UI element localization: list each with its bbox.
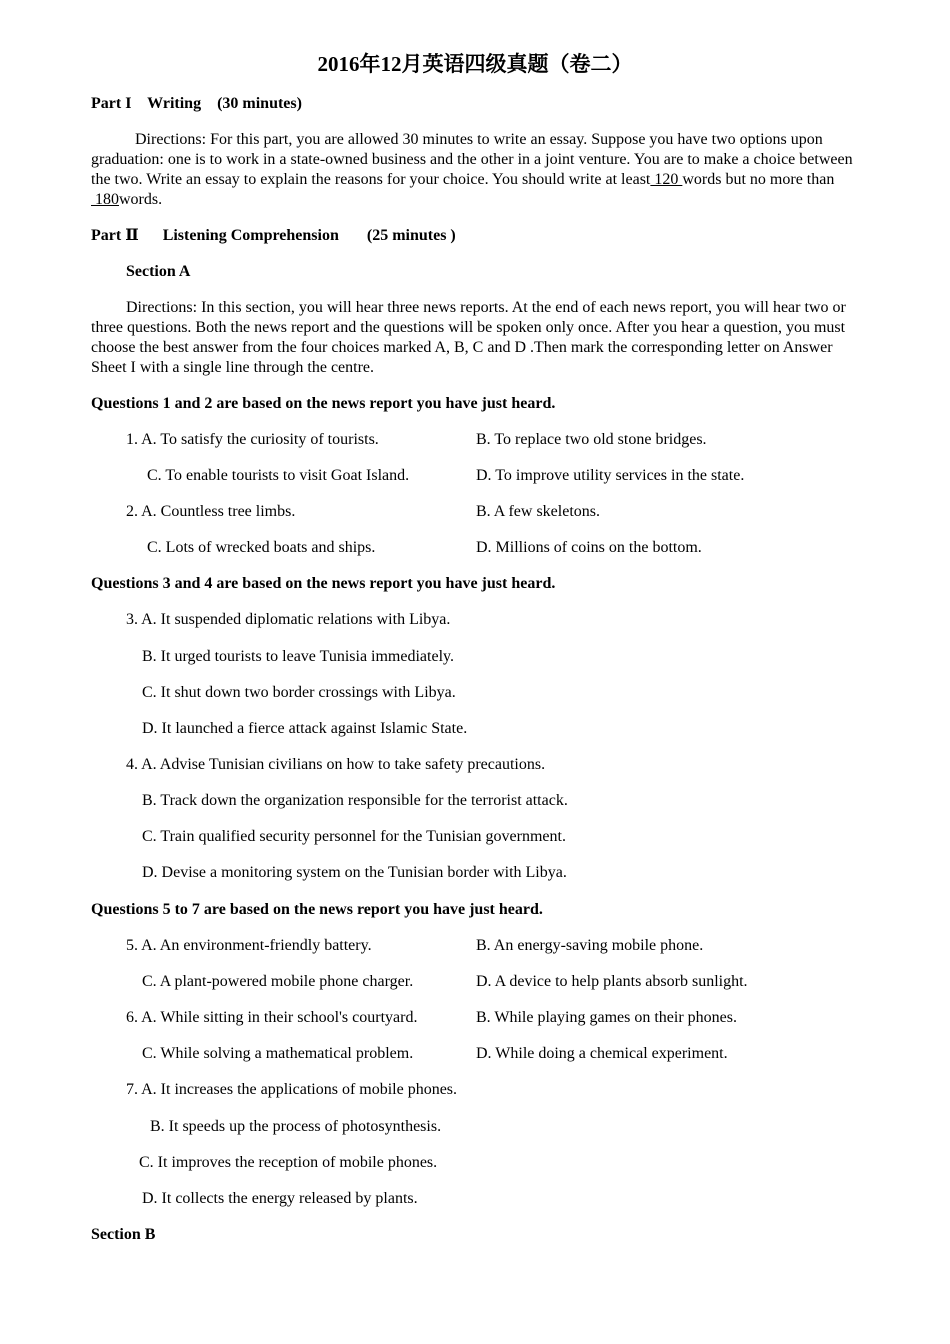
q7-option-b: B. It speeds up the process of photosynthesis. bbox=[150, 1118, 442, 1135]
q6-option-c: C. While solving a mathematical problem. bbox=[142, 1045, 414, 1062]
section-b-heading: Section B bbox=[91, 1226, 156, 1243]
q2-option-d: D. Millions of coins on the bottom. bbox=[476, 539, 702, 556]
max-words: 180 bbox=[91, 191, 119, 208]
q6-option-a: 6. A. While sitting in their school's courtyard. bbox=[126, 1009, 418, 1026]
q6-option-d: D. While doing a chemical experiment. bbox=[476, 1045, 728, 1062]
q3-option-c: C. It shut down two border crossings with Libya. bbox=[142, 684, 456, 701]
q1-option-a: 1. A. To satisfy the curiosity of tourists. bbox=[126, 431, 379, 448]
q7-option-c: C. It improves the reception of mobile phones. bbox=[139, 1154, 438, 1171]
q3-option-b: B. It urged tourists to leave Tunisia immediately. bbox=[142, 648, 454, 665]
q5-7-header: Questions 5 to 7 are based on the news report you have just heard. bbox=[91, 901, 543, 918]
min-words: 120 bbox=[650, 171, 683, 188]
q5-option-b: B. An energy-saving mobile phone. bbox=[476, 937, 704, 954]
q7-option-d: D. It collects the energy released by plants. bbox=[142, 1190, 418, 1207]
q6-option-b: B. While playing games on their phones. bbox=[476, 1009, 737, 1026]
part1-directions-text-2: words but no more than bbox=[682, 171, 835, 188]
section-a-heading: Section A bbox=[126, 263, 191, 280]
part1-heading: Part I Writing (30 minutes) bbox=[91, 95, 302, 112]
q1-2-header: Questions 1 and 2 are based on the news report you have just heard. bbox=[91, 395, 556, 412]
part1-directions bbox=[91, 130, 871, 210]
q2-option-a: 2. A. Countless tree limbs. bbox=[126, 503, 296, 520]
q4-option-c: C. Train qualified security personnel for the Tunisian government. bbox=[142, 828, 566, 845]
q5-option-c: C. A plant-powered mobile phone charger. bbox=[142, 973, 414, 990]
q1-option-c: C. To enable tourists to visit Goat Island. bbox=[147, 467, 410, 484]
q5-option-d: D. A device to help plants absorb sunlight. bbox=[476, 973, 748, 990]
part2-heading: Part Ⅱ Listening Comprehension (25 minutes ) bbox=[91, 227, 456, 244]
page-title: 2016年12月英语四级真题（卷二） bbox=[317, 52, 633, 76]
q4-option-d: D. Devise a monitoring system on the Tunisian border with Libya. bbox=[142, 864, 567, 881]
q2-option-c: C. Lots of wrecked boats and ships. bbox=[147, 539, 376, 556]
part1-directions-text-3: words. bbox=[119, 191, 163, 208]
q2-option-b: B. A few skeletons. bbox=[476, 503, 600, 520]
q3-option-a: 3. A. It suspended diplomatic relations with Libya. bbox=[126, 611, 451, 628]
q7-option-a: 7. A. It increases the applications of mobile phones. bbox=[126, 1081, 458, 1098]
q3-option-d: D. It launched a fierce attack against Islamic State. bbox=[142, 720, 468, 737]
part1-directions-text: Directions: For this part, you are allowed 30 minutes to write an essay. Suppose you have two options upon graduation: one is to work in a state-owned business and the other in a joint venture. You are to make a choice between the two. Write an essay to explain the reasons for your choice. You should write at least bbox=[91, 131, 853, 188]
q1-option-d: D. To improve utility services in the state. bbox=[476, 467, 745, 484]
q3-4-header: Questions 3 and 4 are based on the news report you have just heard. bbox=[91, 575, 556, 592]
q4-option-b: B. Track down the organization responsible for the terrorist attack. bbox=[142, 792, 568, 809]
q1-option-b: B. To replace two old stone bridges. bbox=[476, 431, 707, 448]
q5-option-a: 5. A. An environment-friendly battery. bbox=[126, 937, 372, 954]
q4-option-a: 4. A. Advise Tunisian civilians on how to take safety precautions. bbox=[126, 756, 546, 773]
part2-directions: Directions: In this section, you will hear three news reports. At the end of each news report, you will hear two or three questions. Both the news report and the questions will be spoken only once. After you hear a question, you must choose the best answer from the four choices marked A, B, C and D .Then mark the corresponding letter on Answer Sheet I with a single line through the centre. bbox=[91, 299, 846, 376]
